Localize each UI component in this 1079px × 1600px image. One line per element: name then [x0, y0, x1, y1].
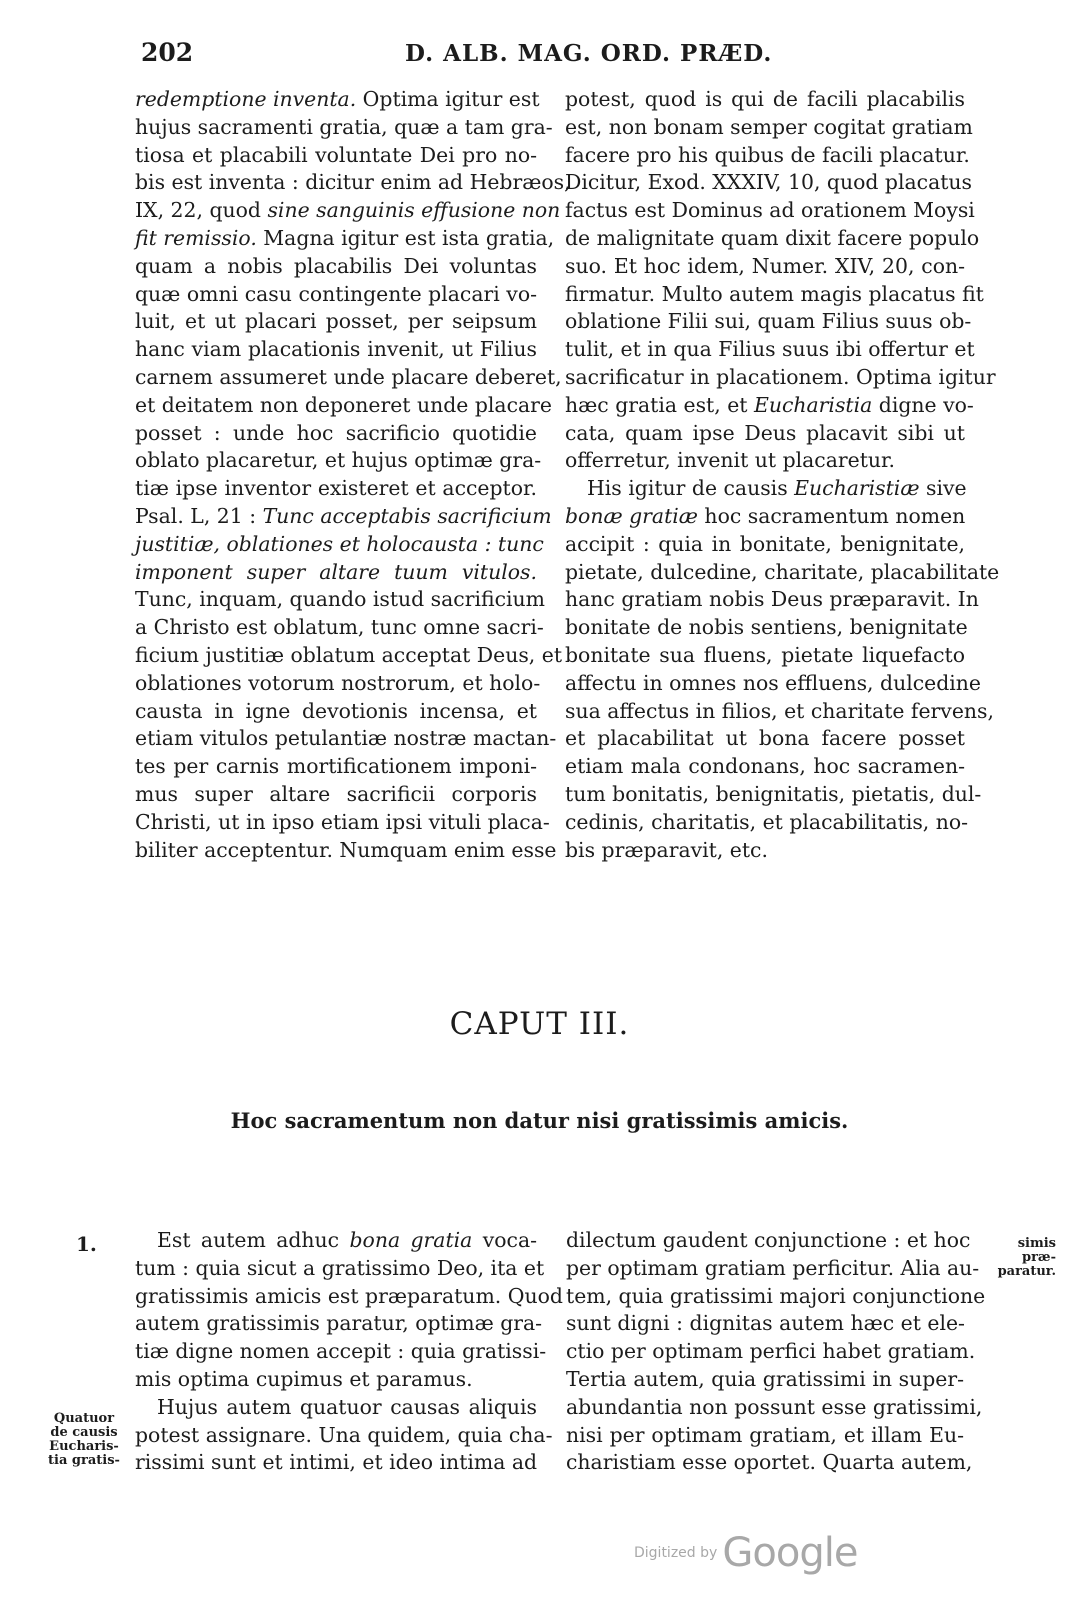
- text-line: nisi per optimam gratiam, et illam Eu-: [566, 1422, 964, 1447]
- chapter-title: CAPUT III.: [449, 1006, 630, 1042]
- text-line: bonitate de nobis sentiens, benignitate: [565, 615, 968, 640]
- text-line: mis optima cupimus et paramus.: [135, 1366, 473, 1391]
- text-line: tum bonitatis, benignitatis, pietatis, dul-: [565, 781, 982, 806]
- running-title: D. ALB. MAG. ORD. PRÆD.: [405, 40, 773, 67]
- text-line: hanc viam placationis invenit, ut Filius: [135, 337, 537, 362]
- text-line: posset : unde hoc sacrificio quotidie: [135, 420, 537, 445]
- bottom-right-column: [566, 1227, 986, 1477]
- text-line: potest assignare. Una quidem, quia cha-: [135, 1422, 553, 1447]
- text-line: bis est inventa : dicitur enim ad Hebræos,: [135, 170, 571, 195]
- text-line: tiæ ipse inventor existeret et acceptor.: [135, 476, 537, 501]
- margin-note-line: de causis: [50, 1425, 118, 1440]
- section-heading: Hoc sacramentum non datur nisi gratissimis amicis.: [230, 1108, 849, 1133]
- text-line: Tertia autem, quia gratissimi in super-: [566, 1366, 964, 1391]
- page-number: 202: [141, 38, 194, 67]
- margin-note-line: Eucharis-: [49, 1439, 119, 1454]
- text-line: etiam vitulos petulantiæ nostræ mactan-: [135, 726, 557, 751]
- text-line: et placabilitat ut bona facere posset: [565, 726, 965, 751]
- text-line: biliter acceptentur. Numquam enim esse: [135, 837, 557, 862]
- text-line: carnem assumeret unde placare deberet,: [135, 364, 562, 389]
- text-line: dilectum gaudent conjunctione : et hoc: [566, 1228, 971, 1252]
- digitized-watermark: [634, 1530, 857, 1576]
- text-line: mus super altare sacrificii corporis: [135, 781, 537, 806]
- margin-note-line: paratur.: [997, 1264, 1056, 1279]
- margin-note-right: [986, 1237, 1056, 1279]
- text-line: quam a nobis placabilis Dei voluntas: [135, 253, 537, 278]
- text-line: firmatur. Multo autem magis placatus fit: [565, 281, 984, 306]
- text-line: abundantia non possunt esse gratissimi,: [566, 1394, 983, 1419]
- text-line: tulit, et in qua Filius suus ibi offertur et: [565, 337, 975, 362]
- text-line: [135, 197, 561, 225]
- margin-note-line: Quatuor: [53, 1411, 115, 1426]
- text-line: [565, 503, 965, 531]
- text-segment: digne vo-: [872, 392, 974, 417]
- italic-text: redemptione inventa.: [135, 87, 357, 111]
- text-line: rissimi sunt et intimi, et ideo intima ad: [135, 1450, 538, 1475]
- italic-text: imponent super altare tuum vitulos.: [135, 559, 537, 584]
- text-line: Dicitur, Exod. XXXIV, 10, quod placatus: [565, 170, 973, 195]
- italic-text: Tunc acceptabis sacrificium: [262, 503, 552, 528]
- text-line: oblato placaretur, et hujus optimæ gra-: [135, 448, 542, 473]
- text-segment: Magna igitur est ista gratia,: [256, 225, 555, 250]
- text-line: [565, 475, 965, 503]
- google-logo: Google: [722, 1530, 858, 1576]
- text-line: est, non bonam semper cogitat gratiam: [565, 114, 973, 139]
- italic-text: justitiæ, oblationes et holocausta : tunc: [135, 531, 544, 556]
- text-line: ctio per optimam perfici habet gratiam.: [566, 1339, 976, 1364]
- text-segment: Optima igitur est: [356, 87, 540, 111]
- italic-text: Eucharistia: [753, 392, 873, 417]
- text-line: [135, 503, 552, 531]
- text-line: etiam mala condonans, hoc sacramen-: [565, 754, 965, 779]
- text-line: Tunc, inquam, quando istud sacrificium: [135, 587, 545, 612]
- text-line: pietate, dulcedine, charitate, placabilitate: [565, 559, 1000, 584]
- text-line: per optimam gratiam perficitur. Alia au-: [566, 1255, 980, 1280]
- text-line: et deitatem non deponeret unde placare: [135, 392, 552, 417]
- text-line: sua affectus in filios, et charitate fervens,: [565, 698, 994, 723]
- text-line: affectu in omnes nos effluens, dulcedine: [565, 670, 981, 695]
- text-line: suo. Et hoc idem, Numer. XIV, 20, con-: [565, 253, 965, 278]
- text-line: potest, quod is qui de facili placabilis: [565, 87, 965, 111]
- text-line: bonitate sua fluens, pietate liquefacto: [565, 642, 965, 667]
- italic-text: Eucharistiæ: [794, 476, 920, 501]
- text-line: oblationes votorum nostrorum, et holo-: [135, 670, 541, 695]
- italic-text: fit remissio.: [135, 225, 257, 250]
- text-line: cata, quam ipse Deus placavit sibi ut: [565, 420, 965, 445]
- text-line: tiosa et placabili voluntate Dei pro no-: [135, 142, 537, 167]
- text-line: Hujus autem quatuor causas aliquis: [157, 1394, 537, 1419]
- text-segment: sive: [919, 476, 967, 501]
- text-line: accipit : quia in bonitate, benignitate,: [565, 531, 965, 556]
- text-line: causta in igne devotionis incensa, et: [135, 698, 537, 723]
- text-segment: hæc gratia est, et: [565, 392, 754, 417]
- text-line: luit, et ut placari posset, per seipsum: [135, 309, 537, 334]
- watermark-prefix: Digitized by: [634, 1545, 718, 1561]
- top-left-column: [135, 86, 571, 864]
- text-line: oblatione Filii sui, quam Filius suus ob-: [565, 309, 972, 334]
- text-line: tum : quia sicut a gratissimo Deo, ita et: [135, 1255, 545, 1280]
- text-line: [135, 1227, 537, 1255]
- text-line: autem gratissimis paratur, optimæ gra-: [135, 1311, 543, 1336]
- text-line: [135, 559, 537, 587]
- margin-note-line: tia gratis-: [48, 1453, 120, 1468]
- text-line: charistiam esse oportet. Quarta autem,: [566, 1450, 973, 1475]
- top-right-column: [565, 86, 1000, 864]
- text-line: hanc gratiam nobis Deus præparavit. In: [565, 587, 979, 612]
- margin-note-line: simis præ-: [1017, 1236, 1056, 1265]
- italic-text: sine sanguinis effusione non: [267, 198, 561, 223]
- text-line: sunt digni : dignitas autem hæc et ele-: [566, 1311, 965, 1336]
- text-segment: Est autem adhuc: [157, 1228, 350, 1252]
- text-line: sacrificatur in placationem. Optima igitur: [565, 364, 996, 389]
- italic-text: bonæ gratiæ: [565, 503, 698, 528]
- text-line: [565, 392, 974, 420]
- text-line: gratissimis amicis est præparatum. Quod: [135, 1283, 563, 1308]
- text-line: tes per carnis mortificationem imponi-: [135, 754, 537, 779]
- text-line: Christi, ut in ipso etiam ipsi vituli placa-: [135, 809, 550, 834]
- text-line: hujus sacramenti gratia, quæ a tam gra-: [135, 114, 553, 139]
- text-line: offerretur, invenit ut placaretur.: [565, 448, 896, 473]
- text-line: a Christo est oblatum, tunc omne sacri-: [135, 615, 544, 640]
- italic-text: bona gratia: [349, 1228, 473, 1252]
- text-segment: hoc sacramentum nomen: [697, 503, 966, 528]
- text-line: quæ omni casu contingente placari vo-: [135, 281, 537, 306]
- text-line: tiæ digne nomen accepit : quia gratissi-: [135, 1339, 547, 1364]
- text-line: bis præparavit, etc.: [565, 837, 768, 862]
- text-segment: His igitur de causis: [587, 476, 795, 501]
- text-line: [135, 531, 544, 559]
- text-line: cedinis, charitatis, et placabilitatis, no-: [565, 809, 969, 834]
- text-line: [135, 225, 555, 253]
- text-line: tem, quia gratissimi majori conjunctione: [566, 1283, 986, 1308]
- text-line: [135, 86, 540, 114]
- text-segment: voca-: [472, 1228, 537, 1252]
- bottom-left-column: [135, 1227, 563, 1477]
- paragraph-number: 1.: [76, 1232, 97, 1256]
- text-line: facere pro his quibus de facili placatur.: [565, 142, 970, 167]
- text-segment: Psal. L, 21 :: [135, 503, 263, 528]
- text-line: ficium justitiæ oblatum acceptat Deus, et: [135, 642, 563, 667]
- text-segment: IX, 22, quod: [135, 198, 268, 223]
- text-line: factus est Dominus ad orationem Moysi: [565, 198, 975, 223]
- text-line: de malignitate quam dixit facere populo: [565, 225, 980, 250]
- margin-note-left: [46, 1412, 122, 1468]
